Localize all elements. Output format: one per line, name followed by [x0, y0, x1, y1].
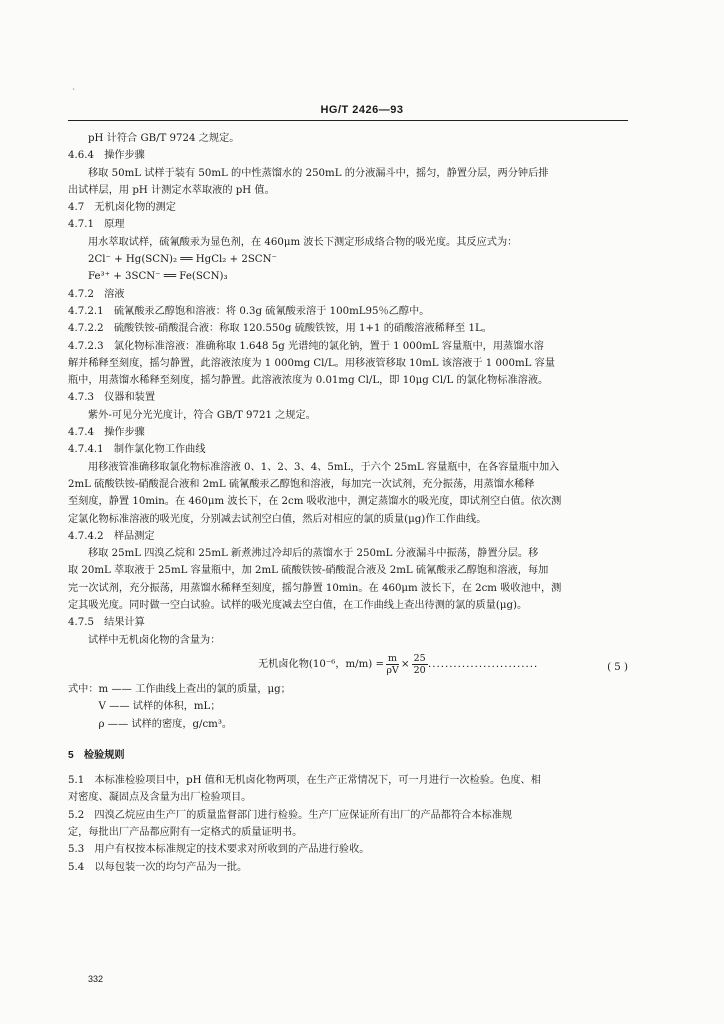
fraction-denominator: 20 [413, 664, 426, 676]
text-line: 4.7.4 操作步骤 [68, 427, 145, 439]
leader-dots: ·························· [428, 661, 539, 673]
times-sign: × [401, 658, 410, 670]
formula-lhs: 无机卤化物(10⁻⁶，m/m) = [258, 658, 385, 670]
text-line: 2Cl⁻ + Hg(SCN)₂ ══ HgCl₂ + 2SCN⁻ [88, 254, 277, 266]
text-line: 移取 50mL 试样于装有 50mL 的中性蒸馏水的 250mL 的分液漏斗中，摇匀，静置分层，两分钟后排 [88, 167, 549, 179]
text-line: 4.7.1 原理 [68, 219, 125, 231]
header-rule [68, 120, 628, 121]
section-5-body [68, 772, 628, 876]
section-5-line: 5.4 以每包装一次的均匀产品为一批。 [68, 861, 248, 873]
text-line: 取 20mL 萃取液于 25mL 容量瓶中，加 2mL 硫酸铁铵-硝酸混合液及 2mL 硫氰酸汞乙醇饱和溶液，每加 [68, 565, 549, 577]
page-number: 332 [88, 974, 104, 984]
text-line: 用移液管准确移取氯化物标准溶液 0、1、2、3、4、5mL，于六个 25mL 容量瓶中，在各容量瓶中加入 [88, 461, 560, 473]
body-text [68, 130, 628, 649]
symbol-definitions [68, 681, 628, 733]
text-line: pH 计符合 GB/T 9724 之规定。 [88, 133, 240, 144]
scan-mark: ` [72, 88, 76, 97]
section-5-title: 5 检验规则 [68, 749, 125, 761]
fraction-25-over-20 [412, 653, 428, 676]
text-line: 4.7.4.1 制作氯化物工作曲线 [68, 444, 206, 456]
text-line: 4.7.2 溶液 [68, 288, 125, 300]
fraction-denominator: ρV [386, 664, 399, 676]
section-5-line: 5.3 用户有权按本标准规定的技术要求对所收到的产品进行验收。 [68, 844, 370, 856]
text-line: 2mL 硫酸铁铵-硝酸混合液和 2mL 硫氰酸汞乙醇饱和溶液，每加完一次试剂，充分振荡，用蒸馏水稀释 [68, 478, 535, 490]
text-line: 4.7.2.1 硫氰酸汞乙醇饱和溶液：将 0.3g 硫氰酸汞溶于 100mL95％乙醇中。 [68, 305, 430, 317]
equation-number: ( 5 ) [607, 661, 628, 673]
text-line: 移取 25mL 四溴乙烷和 25mL 新煮沸过冷却后的蒸馏水于 250mL 分液漏斗中振荡，静置分层。移 [88, 548, 539, 560]
text-line: 试样中无机卤化物的含量为： [88, 634, 221, 646]
text-line: Fe³⁺ + 3SCN⁻ ══ Fe(SCN)₃ [88, 271, 228, 283]
definition-line: 式中：m —— 工作曲线上查出的氯的质量，μg； [68, 683, 291, 695]
text-line: 4.6.4 操作步骤 [68, 150, 145, 162]
text-line: 定氯化物标准溶液的吸光度，分别减去试剂空白值，然后对相应的氯的质量(μg)作工作曲线。 [68, 513, 487, 525]
text-line: 完一次试剂，充分振荡，用蒸馏水稀释至刻度，摇匀静置 10min。在 460μm 波长下，在 2cm 吸收池中，测 [68, 582, 562, 594]
formula-5 [68, 651, 628, 681]
text-line: 出试样层，用 pH 计测定水萃取液的 pH 值。 [68, 184, 275, 196]
text-line: 4.7.2.2 硫酸铁铵-硝酸混合液：称取 120.550g 硫酸铁铵，用 1+1 的硝酸溶液稀释至 1L。 [68, 323, 492, 335]
section-5-line: 定，每批出厂产品都应附有一定格式的质量证明书。 [68, 826, 303, 838]
text-line: 至刻度，静置 10min。在 460μm 波长下，在 2cm 吸收池中，测定蒸馏水的吸光度，即试剂空白值。依次测 [68, 496, 562, 508]
page-header: HG/T 2426—93 [320, 104, 404, 116]
text-line: 紫外-可见分光光度计，符合 GB/T 9721 之规定。 [88, 409, 316, 421]
text-line: 4.7.5 结果计算 [68, 617, 145, 629]
text-line: 4.7.2.3 氯化物标准溶液：准确称取 1.648 5g 光谱纯的氯化钠，置于 1 000mL 容量瓶中，用蒸馏水溶 [68, 340, 544, 352]
section-5-line: 对密度、凝固点及含量为出厂检验项目。 [68, 792, 252, 804]
fraction-numerator: 25 [413, 652, 426, 664]
text-line: 瓶中，用蒸馏水稀释至刻度，摇匀静置。此溶液浓度为 0.01mg Cl/L，即 10μg Cl/L 的氯化物标准溶液。 [68, 375, 549, 387]
page-content [68, 130, 628, 876]
text-line: 用水萃取试样，硫氰酸汞为显色剂，在 460μm 波长下测定形成络合物的吸光度。其反应式为： [88, 236, 518, 248]
definition-line: ρ —— 试样的密度，g/cm³。 [68, 718, 233, 730]
section-5-line: 5.2 四溴乙烷应由生产厂的质量监督部门进行检验。生产厂应保证所有出厂的产品都符合本标准规 [68, 809, 513, 821]
text-line: 定其吸光度。同时做一空白试验。试样的吸光度减去空白值，在工作曲线上查出待测的氯的质量(μg)。 [68, 600, 528, 612]
text-line: 解并稀释至刻度，摇匀静置，此溶液浓度为 1 000mg Cl/L。用移液管移取 10mL 该溶液于 1 000mL 容量 [68, 357, 556, 369]
fraction-numerator: m [388, 652, 398, 664]
text-line: 4.7 无机卤化物的测定 [68, 202, 176, 214]
definition-line: V —— 试样的体积，mL； [68, 701, 221, 713]
text-line: 4.7.3 仪器和装置 [68, 392, 156, 404]
section-5-line: 5.1 本标准检验项目中，pH 值和无机卤化物两项，在生产正常情况下，可一月进行一次检验。色度、相 [68, 775, 541, 787]
fraction-m-over-rhoV [386, 653, 399, 676]
text-line: 4.7.4.2 样品测定 [68, 530, 155, 542]
